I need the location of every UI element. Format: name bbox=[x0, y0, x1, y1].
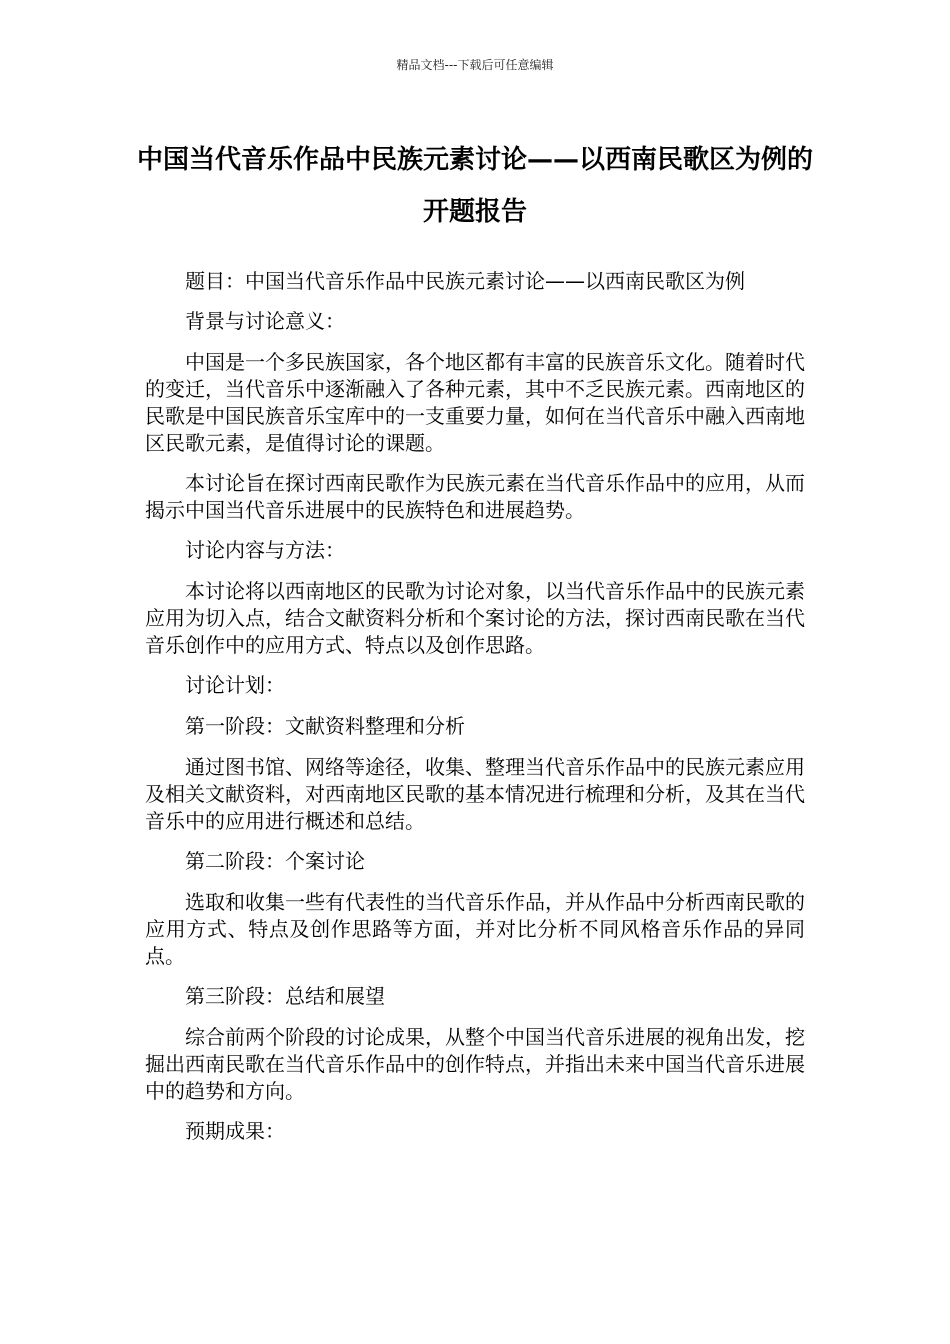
content-method-paragraph: 本讨论将以西南地区的民歌为讨论对象，以当代音乐作品中的民族元素应用为切入点，结合文献资料分析和个案讨论的方法，探讨西南民歌在当代音乐创作中的应用方式、特点以及创作思路。 bbox=[145, 579, 805, 657]
document-title: 中国当代音乐作品中民族元素讨论——以西南民歌区为例的开题报告 bbox=[136, 145, 813, 227]
stage-one-heading: 第一阶段：文献资料整理和分析 bbox=[185, 714, 465, 738]
stage-two-heading: 第二阶段：个案讨论 bbox=[185, 849, 365, 873]
stage-two-paragraph: 选取和收集一些有代表性的当代音乐作品，并从作品中分析西南民歌的应用方式、特点及创作思路等方面，并对比分析不同风格音乐作品的异同点。 bbox=[145, 890, 805, 968]
section-heading-plan: 讨论计划： bbox=[185, 673, 285, 697]
section-heading-content-method: 讨论内容与方法： bbox=[185, 538, 345, 562]
header-note: 精品文档---下载后可任意编辑 bbox=[396, 58, 554, 72]
document-body bbox=[145, 268, 805, 1159]
section-heading-background: 背景与讨论意义： bbox=[185, 309, 345, 333]
purpose-paragraph: 本讨论旨在探讨西南民歌作为民族元素在当代音乐作品中的应用，从而揭示中国当代音乐进展中的民族特色和进展趋势。 bbox=[145, 471, 805, 522]
stage-three-paragraph: 综合前两个阶段的讨论成果，从整个中国当代音乐进展的视角出发，挖掘出西南民歌在当代音乐作品中的创作特点，并指出未来中国当代音乐进展中的趋势和方向。 bbox=[145, 1025, 805, 1103]
background-paragraph: 中国是一个多民族国家，各个地区都有丰富的民族音乐文化。随着时代的变迁，当代音乐中逐渐融入了各种元素，其中不乏民族元素。西南地区的民歌是中国民族音乐宝库中的一支重要力量，如何在当代音乐中融入西南地区民歌元素，是值得讨论的课题。 bbox=[145, 350, 805, 455]
stage-one-paragraph: 通过图书馆、网络等途径，收集、整理当代音乐作品中的民族元素应用及相关文献资料，对西南地区民歌的基本情况进行梳理和分析，及其在当代音乐中的应用进行概述和总结。 bbox=[145, 755, 805, 833]
stage-three-heading: 第三阶段：总结和展望 bbox=[185, 984, 385, 1008]
section-heading-expected-results: 预期成果： bbox=[185, 1119, 285, 1143]
topic-line: 题目：中国当代音乐作品中民族元素讨论——以西南民歌区为例 bbox=[185, 269, 745, 293]
